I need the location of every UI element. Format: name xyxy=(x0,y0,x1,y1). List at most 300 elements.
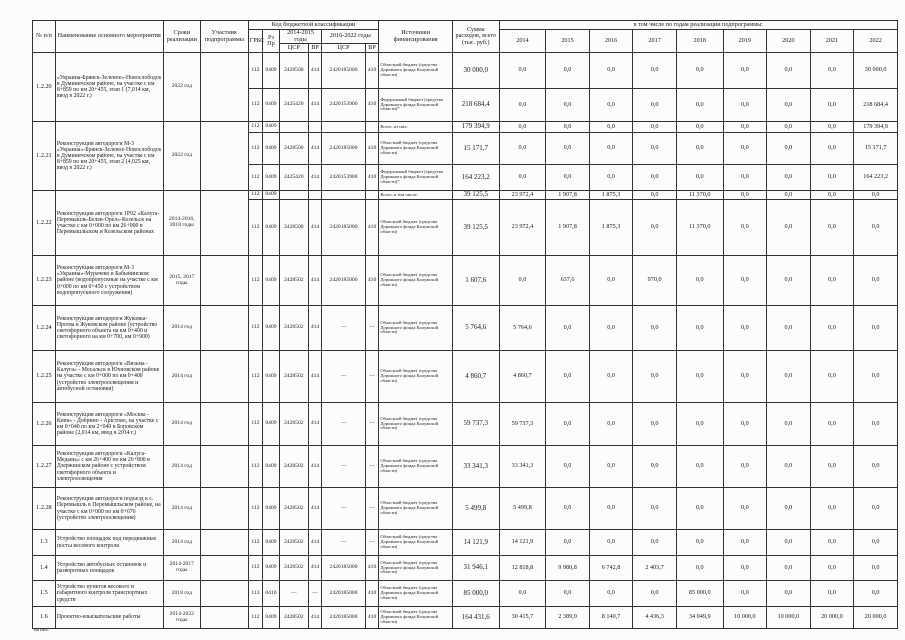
row-vr-2014 xyxy=(308,191,321,200)
row-year-value: 0,0 xyxy=(810,581,854,607)
row-vr-2016: 410 xyxy=(365,607,379,629)
row-sum: 85 000,0 xyxy=(452,581,499,607)
row-sum: 179 394,9 xyxy=(452,122,499,133)
row-year-value: 1 907,8 xyxy=(546,200,590,256)
row-csr-2014: — xyxy=(279,581,308,607)
row-year-value: 20 000,0 xyxy=(810,607,854,629)
row-year-value: 0,0 xyxy=(810,556,854,581)
row-source: Областной бюджет (средства Дорожного фонда Калужской области) xyxy=(379,200,453,256)
row-year-value: 0,0 xyxy=(676,488,723,530)
table-row xyxy=(33,607,898,629)
row-year-value: 0,0 xyxy=(767,256,811,306)
row-vr-2014: 414 xyxy=(308,351,321,403)
row-year-value: 0,0 xyxy=(589,133,633,165)
row-csr-2016: — xyxy=(322,403,366,446)
table-row xyxy=(33,403,898,446)
row-year-value: 0,0 xyxy=(810,53,854,89)
row-year-value: 0,0 xyxy=(723,306,767,351)
table-row xyxy=(33,581,898,607)
row-year-value: 0,0 xyxy=(546,122,590,133)
row-year-value: 0,0 xyxy=(676,165,723,191)
col-p2014: 2014-2015 годы xyxy=(279,30,322,44)
row-year-value: 0,0 xyxy=(854,351,898,403)
row-year-value: 0,0 xyxy=(810,488,854,530)
row-terms: 2014 год xyxy=(163,488,200,530)
row-terms: 2014 год xyxy=(163,530,200,556)
row-rzpr: 0410 xyxy=(263,581,280,607)
row-csr-2016: — xyxy=(322,530,366,556)
col-name: Наименование основного мероприятия xyxy=(55,21,163,53)
col-vr: ВР xyxy=(308,44,321,53)
row-year-value: 8 140,7 xyxy=(589,607,633,629)
row-csr-2014: 2428500 xyxy=(279,133,308,165)
row-grbs: 112 xyxy=(248,191,263,200)
row-year-value: 0,0 xyxy=(633,53,677,89)
row-year-value: 59 737,3 xyxy=(499,403,546,446)
row-year-value: 0,0 xyxy=(546,530,590,556)
row-csr-2016 xyxy=(322,122,366,133)
row-rzpr: 0409 xyxy=(263,133,280,165)
row-year-value: 0,0 xyxy=(633,89,677,122)
row-year-value: 0,0 xyxy=(499,53,546,89)
col-year: 2020 xyxy=(767,30,811,53)
row-year-value: 0,0 xyxy=(676,89,723,122)
row-grbs: 112 xyxy=(248,530,263,556)
row-year-value: 0,0 xyxy=(499,256,546,306)
row-vr-2016: 410 xyxy=(365,53,379,89)
row-year-value: 0,0 xyxy=(546,403,590,446)
row-year-value: 0,0 xyxy=(546,306,590,351)
row-sum: 5 499,8 xyxy=(452,488,499,530)
row-source: Областной бюджет (средства Дорожного фонда Калужской области) xyxy=(379,581,453,607)
row-source: Областной бюджет (средства Дорожного фонда Калужской области) xyxy=(379,607,453,629)
row-year-value: 11 370,0 xyxy=(676,200,723,256)
row-name: Реконструкция автодороги Жуковка-Протва в Жуковском районе (устройство светофорного объекта на км 0+400 и светофорного на км 0+700, км 0+900) xyxy=(55,306,163,351)
row-year-value: 0,0 xyxy=(854,191,898,200)
row-year-value: 179 394,9 xyxy=(854,122,898,133)
row-year-value: 0,0 xyxy=(633,581,677,607)
row-name: «Украина-Брянск-Зеленое»-Новослободск в Думиничском районе, на участке с км 8+859 по км 20+455, этап 1 (7,014 км, ввод в 2022 г.) xyxy=(55,53,163,122)
row-year-value: 0,0 xyxy=(767,200,811,256)
col-source: Источники финансирования xyxy=(379,21,453,53)
row-year-value: 0,0 xyxy=(546,446,590,488)
row-name: Устройство автобусных остановок и разворотных площадок xyxy=(55,556,163,581)
row-vr-2016: 410 xyxy=(365,256,379,306)
row-year-value: 85 000,0 xyxy=(676,581,723,607)
row-year-value: 0,0 xyxy=(589,165,633,191)
row-vr-2014: 414 xyxy=(308,607,321,629)
col-rzpr: Рз Пр xyxy=(263,30,280,53)
row-year-value: 0,0 xyxy=(767,122,811,133)
row-csr-2014: 2425420 xyxy=(279,165,308,191)
row-vr-2016: — xyxy=(365,530,379,556)
row-year-value: 164 223,2 xyxy=(854,165,898,191)
row-year-value: 0,0 xyxy=(676,351,723,403)
row-year-value: 0,0 xyxy=(589,403,633,446)
row-year-value: 0,0 xyxy=(854,488,898,530)
row-year-value: 0,0 xyxy=(723,488,767,530)
row-terms: 2014 год xyxy=(163,446,200,488)
row-year-value: 0,0 xyxy=(589,581,633,607)
row-year-value: 0,0 xyxy=(810,200,854,256)
budget-table xyxy=(32,20,898,629)
row-number: 1.3 xyxy=(33,530,56,556)
row-year-value: 0,0 xyxy=(499,89,546,122)
row-csr-2014: 2428502 xyxy=(279,351,308,403)
table-row xyxy=(33,306,898,351)
row-year-value: 0,0 xyxy=(589,53,633,89)
row-participant xyxy=(200,581,248,607)
row-number: 1.2.24 xyxy=(33,306,56,351)
col-year: 2022 xyxy=(854,30,898,53)
row-source: Всего, из них: xyxy=(379,122,453,133)
row-vr-2014: 414 xyxy=(308,446,321,488)
row-year-value: 0,0 xyxy=(767,530,811,556)
row-number: 1.6 xyxy=(33,607,56,629)
row-year-value: 0,0 xyxy=(810,530,854,556)
row-terms: 2014-2016, 2018 годы xyxy=(163,191,200,256)
row-year-value: 0,0 xyxy=(676,133,723,165)
row-vr-2014: 414 xyxy=(308,165,321,191)
row-csr-2016: 2420185000 xyxy=(322,53,366,89)
row-year-value: 1 875,3 xyxy=(589,191,633,200)
col-byyear: в том числе по годам реализации подпрограммы: xyxy=(499,21,897,30)
row-grbs: 112 xyxy=(248,306,263,351)
row-csr-2016: 2420153900 xyxy=(322,165,366,191)
row-year-value: 0,0 xyxy=(767,191,811,200)
row-grbs: 112 xyxy=(248,556,263,581)
row-year-value: 0,0 xyxy=(854,446,898,488)
row-year-value: 0,0 xyxy=(589,446,633,488)
row-number: 1.2.23 xyxy=(33,256,56,306)
row-csr-2016: 2420185000 xyxy=(322,200,366,256)
row-csr-2016: 2420185000 xyxy=(322,556,366,581)
row-sum: 14 121,9 xyxy=(452,530,499,556)
row-name: Устройство площадок под передвижные посты весового контроля xyxy=(55,530,163,556)
row-year-value: 0,0 xyxy=(767,556,811,581)
footer-text: на них: xyxy=(34,628,50,633)
row-name: Реконструкция автодороги «Вязьма - Калуга» - Мосальск в Юхновском районе на участке с км 0+000 по км 0+400 (устройство электроосвещения и автобусной остановки) xyxy=(55,351,163,403)
row-number: 1.2.26 xyxy=(33,403,56,446)
row-vr-2016: — xyxy=(365,446,379,488)
row-year-value: 15 171,7 xyxy=(854,133,898,165)
row-source: Федеральный бюджет (средства Дорожного фонда Калужской области)* xyxy=(379,89,453,122)
table-row xyxy=(33,53,898,89)
row-participant xyxy=(200,607,248,629)
row-rzpr: 0409 xyxy=(263,446,280,488)
row-vr-2016: — xyxy=(365,488,379,530)
row-number: 1.2.20 xyxy=(33,53,56,122)
row-csr-2016: — xyxy=(322,446,366,488)
row-sum: 5 764,6 xyxy=(452,306,499,351)
row-vr-2016: — xyxy=(365,306,379,351)
row-year-value: 0,0 xyxy=(633,200,677,256)
row-year-value: 0,0 xyxy=(499,581,546,607)
row-csr-2014: 2428502 xyxy=(279,403,308,446)
row-csr-2014: 2428502 xyxy=(279,530,308,556)
row-grbs: 112 xyxy=(248,403,263,446)
row-csr-2014: 2428500 xyxy=(279,200,308,256)
row-year-value: 0,0 xyxy=(633,133,677,165)
row-csr-2014: 2428502 xyxy=(279,556,308,581)
row-year-value: 0,0 xyxy=(767,446,811,488)
row-year-value: 0,0 xyxy=(810,306,854,351)
row-grbs: 112 xyxy=(248,165,263,191)
row-year-value: 0,0 xyxy=(767,488,811,530)
table-row xyxy=(33,122,898,133)
row-year-value: 0,0 xyxy=(810,133,854,165)
row-number: 1.5 xyxy=(33,581,56,607)
row-year-value: 0,0 xyxy=(589,306,633,351)
row-source: Областной бюджет (средства Дорожного фонда Калужской области) xyxy=(379,446,453,488)
row-sum: 15 171,7 xyxy=(452,133,499,165)
table-row xyxy=(33,556,898,581)
row-terms: 2014 год xyxy=(163,351,200,403)
row-year-value: 0,0 xyxy=(767,351,811,403)
row-source: Всего, в том числе: xyxy=(379,191,453,200)
row-vr-2016: 410 xyxy=(365,581,379,607)
row-vr-2016: 410 xyxy=(365,556,379,581)
row-year-value: 0,0 xyxy=(723,200,767,256)
col-year: 2015 xyxy=(546,30,590,53)
row-csr-2014: 2425420 xyxy=(279,89,308,122)
row-year-value: 0,0 xyxy=(676,256,723,306)
row-csr-2014: 2428502 xyxy=(279,256,308,306)
row-name: Реконструкция автодороги подъезд к с. Перемышль в Перемышльском районе, на участке с км 0+000 по км 0+670 (устройство электроосвещения) xyxy=(55,488,163,530)
row-year-value: 0,0 xyxy=(810,256,854,306)
row-rzpr: 0409 xyxy=(263,165,280,191)
row-year-value: 9 980,8 xyxy=(546,556,590,581)
row-rzpr: 0409 xyxy=(263,191,280,200)
row-year-value: 0,0 xyxy=(546,165,590,191)
row-year-value: 0,0 xyxy=(633,165,677,191)
row-year-value: 6 742,8 xyxy=(589,556,633,581)
row-year-value: 0,0 xyxy=(589,256,633,306)
row-rzpr: 0409 xyxy=(263,488,280,530)
row-year-value: 0,0 xyxy=(633,446,677,488)
row-year-value: 5 499,8 xyxy=(499,488,546,530)
row-year-value: 0,0 xyxy=(810,89,854,122)
row-grbs: 112 xyxy=(248,200,263,256)
row-name: Устройство пунктов весового и габаритного контроля транспортных средств xyxy=(55,581,163,607)
row-year-value: 0,0 xyxy=(499,133,546,165)
row-vr-2014: 414 xyxy=(308,89,321,122)
row-terms: 2014 год xyxy=(163,306,200,351)
row-year-value: 0,0 xyxy=(546,581,590,607)
row-year-value: 10 000,0 xyxy=(723,607,767,629)
row-vr-2016: — xyxy=(365,403,379,446)
row-csr-2016: — xyxy=(322,488,366,530)
col-year: 2021 xyxy=(810,30,854,53)
row-sum: 33 341,3 xyxy=(452,446,499,488)
row-source: Областной бюджет (средства Дорожного фонда Калужской области) xyxy=(379,306,453,351)
row-year-value: 0,0 xyxy=(767,306,811,351)
row-terms: 2022 год xyxy=(163,122,200,191)
row-rzpr: 0409 xyxy=(263,200,280,256)
row-year-value: 0,0 xyxy=(676,306,723,351)
row-source: Областной бюджет (средства Дорожного фонда Калужской области) xyxy=(379,133,453,165)
table-row xyxy=(33,488,898,530)
row-year-value: 0,0 xyxy=(854,556,898,581)
row-year-value: 0,0 xyxy=(676,403,723,446)
row-name: Реконструкция автодороги «Калуга-Медынь» с км 26+400 по км 26+800 в Дзержинском районе с устройством светофорного объекта и электроосвещения xyxy=(55,446,163,488)
row-vr-2014: 414 xyxy=(308,256,321,306)
row-year-value: 637,6 xyxy=(546,256,590,306)
row-name: Реконструкция автодороги М-3 «Украина»-Брянск-Зеленое-Новослободск в Думиничском районе, на участке с км 8+859 по км 20+455, этап 2 (4,025 км, ввод в 2022 г.) xyxy=(55,122,163,191)
row-year-value: 0,0 xyxy=(499,122,546,133)
row-name: Реконструкция автодороги 1Р92 «Калуга-Перемышль-Белев-Орел»-Козельск на участке с км 0+000 по км 26+000 в Перемышльском и Козельском районах xyxy=(55,191,163,256)
row-year-value: 0,0 xyxy=(854,581,898,607)
row-year-value: 1 875,3 xyxy=(589,200,633,256)
row-number: 1.2.22 xyxy=(33,191,56,256)
row-participant xyxy=(200,53,248,122)
row-year-value: 4 860,7 xyxy=(499,351,546,403)
row-grbs: 112 xyxy=(248,133,263,165)
row-grbs: 112 xyxy=(248,122,263,133)
row-vr-2016 xyxy=(365,191,379,200)
row-year-value: 0,0 xyxy=(676,530,723,556)
row-year-value: 0,0 xyxy=(810,403,854,446)
table-row xyxy=(33,191,898,200)
col-csr: ЦСР xyxy=(279,44,308,53)
row-rzpr: 0409 xyxy=(263,256,280,306)
row-year-value: 0,0 xyxy=(723,446,767,488)
table-row xyxy=(33,351,898,403)
row-number: 1.2.21 xyxy=(33,122,56,191)
row-year-value: 0,0 xyxy=(589,351,633,403)
row-year-value: 0,0 xyxy=(723,351,767,403)
row-year-value: 0,0 xyxy=(676,446,723,488)
row-vr-2014: 414 xyxy=(308,556,321,581)
row-year-value: 0,0 xyxy=(546,133,590,165)
col-year: 2017 xyxy=(633,30,677,53)
row-participant xyxy=(200,122,248,191)
row-year-value: 0,0 xyxy=(589,122,633,133)
row-year-value: 0,0 xyxy=(589,530,633,556)
row-rzpr: 0409 xyxy=(263,403,280,446)
row-year-value: 0,0 xyxy=(633,122,677,133)
row-year-value: 0,0 xyxy=(810,191,854,200)
row-source: Областной бюджет (средства Дорожного фонда Калужской области) xyxy=(379,556,453,581)
row-year-value: 30 000,0 xyxy=(854,53,898,89)
col-no: № п/п xyxy=(33,21,56,53)
row-year-value: 0,0 xyxy=(633,306,677,351)
row-csr-2016: 2420185000 xyxy=(322,581,366,607)
table-body xyxy=(33,53,898,629)
row-rzpr: 0409 xyxy=(263,556,280,581)
row-terms: 2022 год xyxy=(163,53,200,122)
row-year-value: 0,0 xyxy=(767,403,811,446)
row-vr-2016: — xyxy=(365,351,379,403)
row-grbs: 113 xyxy=(248,581,263,607)
row-name: Реконструкция автодороги М-3 «Украина»-Мурачево в Бабынинском районе (водопропускные на участке с км 0+000 по км 0+450 с устройством водопропускного сооружения) xyxy=(55,256,163,306)
row-sum: 164 431,6 xyxy=(452,607,499,629)
row-year-value: 0,0 xyxy=(633,351,677,403)
table-row xyxy=(33,446,898,488)
row-terms: 2014-2022 годы xyxy=(163,607,200,629)
row-year-value: 0,0 xyxy=(499,165,546,191)
row-year-value: 2 389,0 xyxy=(546,607,590,629)
row-year-value: 0,0 xyxy=(723,89,767,122)
row-source: Областной бюджет (средства Дорожного фонда Калужской области) xyxy=(379,53,453,89)
row-year-value: 10 000,0 xyxy=(767,607,811,629)
row-year-value: 0,0 xyxy=(723,403,767,446)
col-terms: Сроки реализации xyxy=(163,21,200,53)
row-year-value: 0,0 xyxy=(546,488,590,530)
row-year-value: 0,0 xyxy=(723,165,767,191)
row-grbs: 112 xyxy=(248,607,263,629)
row-grbs: 112 xyxy=(248,89,263,122)
row-year-value: 0,0 xyxy=(767,133,811,165)
row-csr-2014 xyxy=(279,122,308,133)
row-number: 1.2.28 xyxy=(33,488,56,530)
row-csr-2014: 2428502 xyxy=(279,446,308,488)
row-year-value: 0,0 xyxy=(854,256,898,306)
row-sum: 164 223,2 xyxy=(452,165,499,191)
row-year-value: 0,0 xyxy=(633,530,677,556)
row-source: Областной бюджет (средства Дорожного фонда Калужской области) xyxy=(379,530,453,556)
row-csr-2016: 2420153900 xyxy=(322,89,366,122)
row-number: 1.2.27 xyxy=(33,446,56,488)
col-sum: Сумма расходов, всего (тыс. руб.) xyxy=(452,21,499,53)
row-rzpr: 0409 xyxy=(263,122,280,133)
row-year-value: 0,0 xyxy=(633,191,677,200)
col-p2016: 2016-2022 годы xyxy=(322,30,379,44)
row-vr-2014: 414 xyxy=(308,488,321,530)
col-year: 2019 xyxy=(723,30,767,53)
row-sum: 30 000,0 xyxy=(452,53,499,89)
row-csr-2014: 2428502 xyxy=(279,306,308,351)
row-participant xyxy=(200,488,248,530)
row-year-value: 0,0 xyxy=(810,351,854,403)
row-year-value: 0,0 xyxy=(546,53,590,89)
row-vr-2016: 410 xyxy=(365,89,379,122)
row-year-value: 0,0 xyxy=(767,89,811,122)
col-kbk: Код бюджетной классификации xyxy=(248,21,379,30)
row-terms: 2018 год xyxy=(163,581,200,607)
row-csr-2016: 2420185000 xyxy=(322,133,366,165)
row-year-value: 33 341,3 xyxy=(499,446,546,488)
row-rzpr: 0409 xyxy=(263,530,280,556)
row-source: Областной бюджет (средства Дорожного фонда Калужской области) xyxy=(379,403,453,446)
col-year: 2014 xyxy=(499,30,546,53)
row-grbs: 112 xyxy=(248,256,263,306)
row-source: Областной бюджет (средства Дорожного фонда Калужской области) xyxy=(379,488,453,530)
row-year-value: 0,0 xyxy=(589,488,633,530)
row-csr-2014: 2428502 xyxy=(279,607,308,629)
row-vr-2014: 414 xyxy=(308,200,321,256)
row-terms: 2014 год xyxy=(163,403,200,446)
row-year-value: 0,0 xyxy=(723,53,767,89)
row-year-value: 0,0 xyxy=(767,581,811,607)
row-participant xyxy=(200,191,248,256)
row-year-value: 0,0 xyxy=(810,446,854,488)
row-participant xyxy=(200,556,248,581)
row-vr-2014: 414 xyxy=(308,530,321,556)
row-csr-2016: 2420185000 xyxy=(322,607,366,629)
row-vr-2016 xyxy=(365,122,379,133)
row-year-value: 0,0 xyxy=(767,165,811,191)
row-vr-2014: 414 xyxy=(308,306,321,351)
col-csr: ЦСР xyxy=(322,44,366,53)
row-year-value: 0,0 xyxy=(723,122,767,133)
row-rzpr: 0409 xyxy=(263,53,280,89)
row-vr-2016: 410 xyxy=(365,133,379,165)
row-sum: 59 737,3 xyxy=(452,403,499,446)
row-year-value: 0,0 xyxy=(723,530,767,556)
row-sum: 39 125,5 xyxy=(452,191,499,200)
row-grbs: 112 xyxy=(248,351,263,403)
